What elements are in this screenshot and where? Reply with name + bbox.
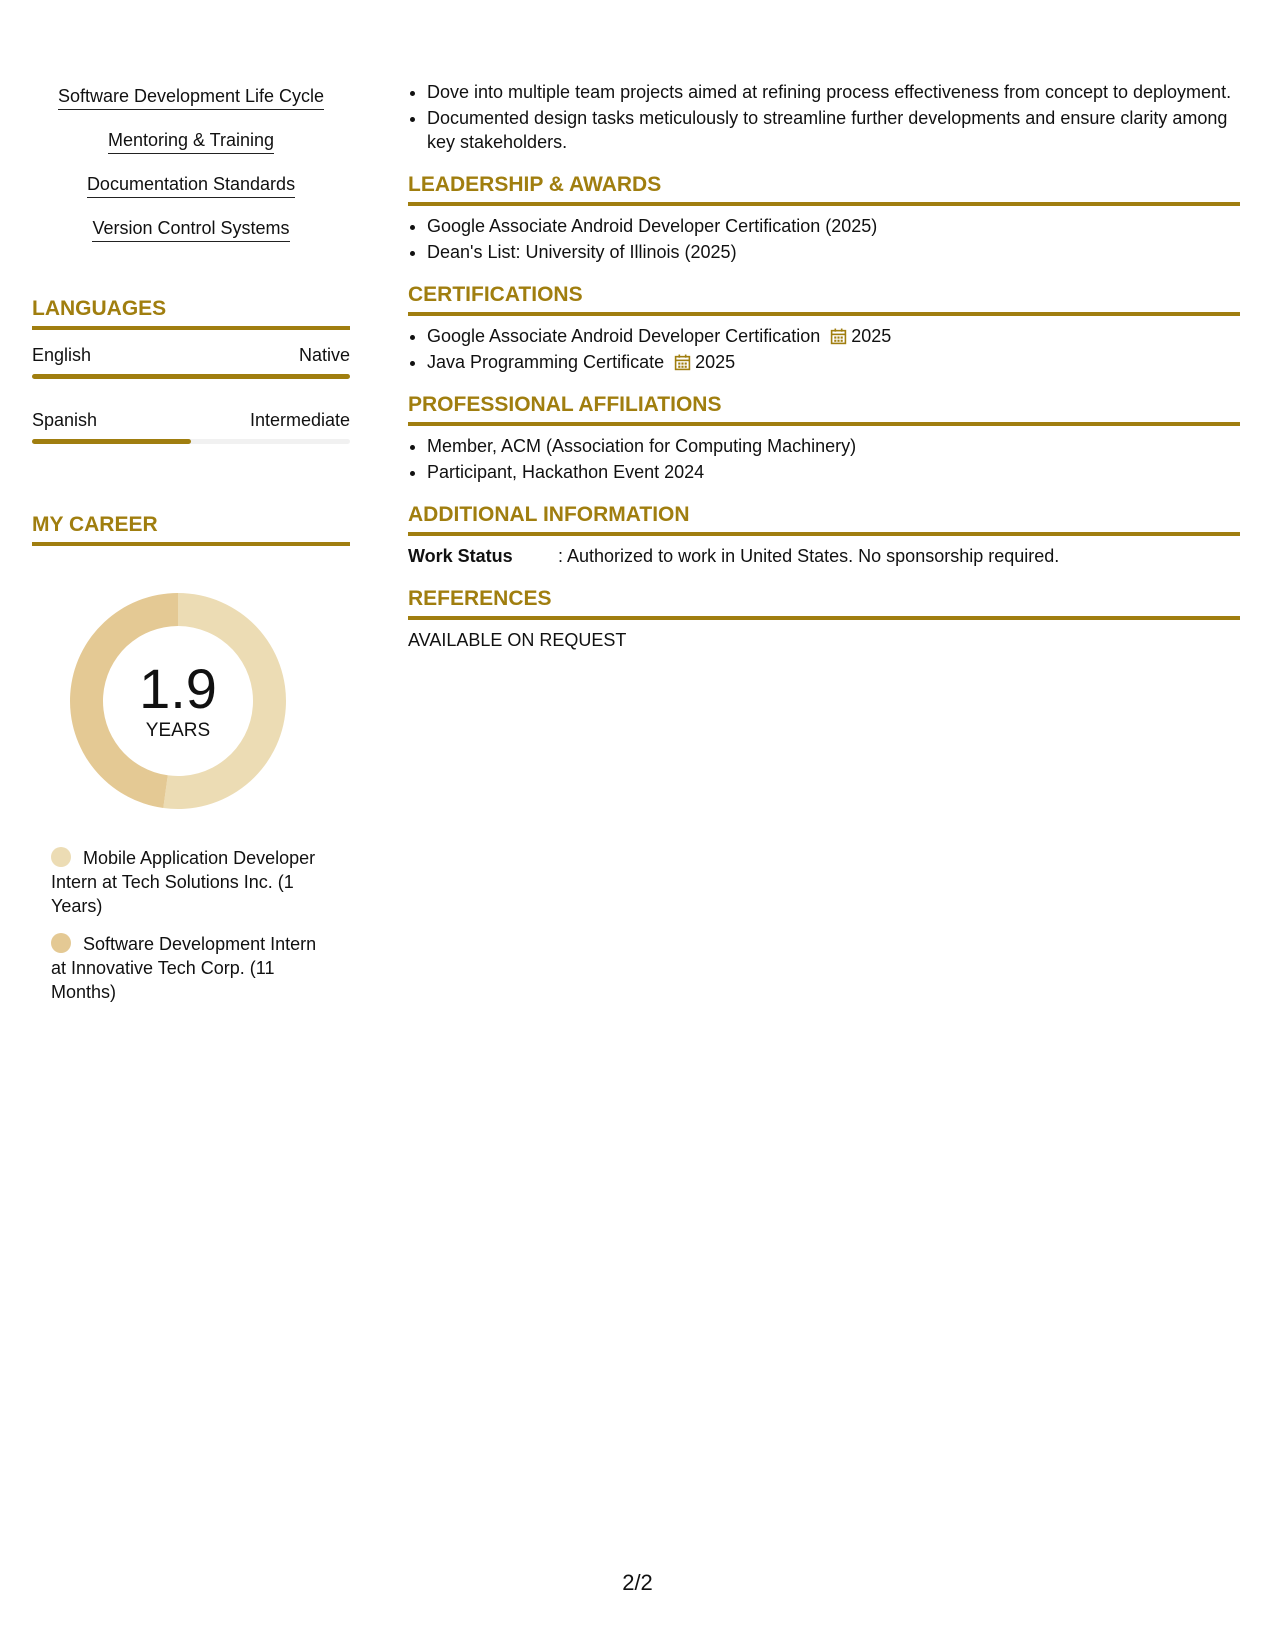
work-status-value: : Authorized to work in United States. No sponsorship required. xyxy=(558,546,1060,566)
skill-item: Documentation Standards xyxy=(87,173,295,198)
language-spanish xyxy=(32,409,350,444)
certification-year: 2025 xyxy=(695,352,736,372)
language-name: Spanish xyxy=(32,410,98,430)
career-legend-item xyxy=(51,932,321,1004)
page-number: 2/2 xyxy=(622,1570,653,1595)
language-name: English xyxy=(32,345,92,365)
leadership-list xyxy=(408,214,1240,264)
certification-name: Java Programming Certificate xyxy=(427,352,665,372)
certification-item xyxy=(427,350,1240,374)
additional-info-heading: ADDITIONAL INFORMATION xyxy=(408,502,1240,536)
work-status-label: Work Status xyxy=(408,546,513,566)
certification-year: 2025 xyxy=(851,326,892,346)
career-role-label: Software Development Intern at Innovative Tech Corp. (11 Months) xyxy=(51,934,317,1002)
career-total-unit: YEARS xyxy=(145,720,211,741)
career-total xyxy=(63,586,293,816)
career-legend xyxy=(51,846,321,1004)
certification-name: Google Associate Android Developer Certification xyxy=(427,326,821,346)
work-status-row xyxy=(408,544,1240,568)
experience-bullets xyxy=(408,80,1240,154)
affiliation-item: • Participant, Hackathon Event 2024 xyxy=(427,460,1240,484)
right-column xyxy=(408,80,1240,652)
affiliation-item: • Member, ACM (Association for Computing Machinery) xyxy=(427,434,1240,458)
affiliations-heading: PROFESSIONAL AFFILIATIONS xyxy=(408,392,1240,426)
language-level: Intermediate xyxy=(249,410,350,430)
legend-dot xyxy=(51,847,71,867)
leadership-heading: LEADERSHIP & AWARDS xyxy=(408,172,1240,206)
certifications-list xyxy=(408,324,1240,374)
career-role-label: Mobile Application Developer Intern at Tech Solutions Inc. (1 Years) xyxy=(51,848,316,916)
references-heading: REFERENCES xyxy=(408,586,1240,620)
language-english xyxy=(32,344,350,379)
career-total-value: 1.9 xyxy=(139,657,217,720)
skill-item: Version Control Systems xyxy=(92,217,289,242)
language-bar-track xyxy=(32,439,350,444)
left-column xyxy=(32,85,350,1018)
career-heading: MY CAREER xyxy=(32,512,350,546)
career-legend-item xyxy=(51,846,321,918)
calendar-icon xyxy=(830,328,847,345)
leadership-item: • Dean's List: University of Illinois (2025) xyxy=(427,240,1240,264)
references-text: AVAILABLE ON REQUEST xyxy=(408,630,627,650)
experience-bullet: • Dove into multiple team projects aimed at refining process effectiveness from concept to deployment. xyxy=(427,80,1240,104)
career-donut-chart xyxy=(63,586,293,816)
languages-heading: LANGUAGES xyxy=(32,296,350,330)
language-bar-track xyxy=(32,374,350,379)
leadership-item: • Google Associate Android Developer Certification (2025) xyxy=(427,214,1240,238)
legend-dot xyxy=(51,933,71,953)
certification-item xyxy=(427,324,1240,348)
calendar-icon xyxy=(674,354,691,371)
experience-bullet: • Documented design tasks meticulously to streamline further developments and ensure clarity among key stakeholders. xyxy=(427,106,1240,154)
language-bar-fill xyxy=(32,374,350,379)
certifications-heading: CERTIFICATIONS xyxy=(408,282,1240,316)
skill-item: Mentoring & Training xyxy=(108,129,274,154)
language-level: Native xyxy=(298,345,350,365)
skills-list xyxy=(32,85,350,261)
affiliations-list xyxy=(408,434,1240,484)
skill-item: Software Development Life Cycle xyxy=(58,85,324,110)
language-bar-fill xyxy=(32,439,191,444)
